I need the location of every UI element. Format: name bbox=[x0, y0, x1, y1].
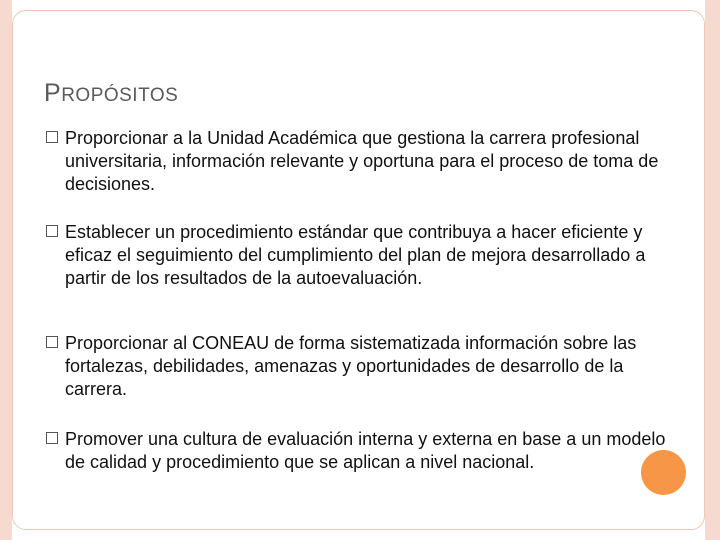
bullet-text: Promover una cultura de evaluación interna y externa en base a un modelo de calidad y procedimiento que se aplican a nivel nacional. bbox=[65, 429, 666, 472]
right-decorative-band bbox=[705, 0, 720, 540]
orange-circle-decoration bbox=[641, 450, 686, 495]
square-bullet-icon bbox=[46, 432, 58, 444]
square-bullet-icon bbox=[46, 336, 58, 348]
square-bullet-icon bbox=[46, 225, 58, 237]
left-decorative-band bbox=[0, 0, 12, 540]
title-initial: P bbox=[44, 79, 62, 107]
slide-title bbox=[44, 79, 178, 108]
title-rest: ROPÓSITOS bbox=[61, 85, 179, 106]
square-bullet-icon bbox=[46, 131, 58, 143]
bullet-text: Establecer un procedimiento estándar que contribuya a hacer eficiente y eficaz el seguimiento del cumplimiento del plan de mejora desarrollado a partir de los resultados de la autoevaluación. bbox=[65, 222, 646, 288]
bullet-text: Proporcionar al CONEAU de forma sistematizada información sobre las fortalezas, debilidades, amenazas y oportunidades de desarrollo de la carrera. bbox=[65, 333, 637, 399]
bullet-text: Proporcionar a la Unidad Académica que gestiona la carrera profesional universitaria, información relevante y oportuna para el proceso de toma de decisiones. bbox=[65, 128, 659, 194]
